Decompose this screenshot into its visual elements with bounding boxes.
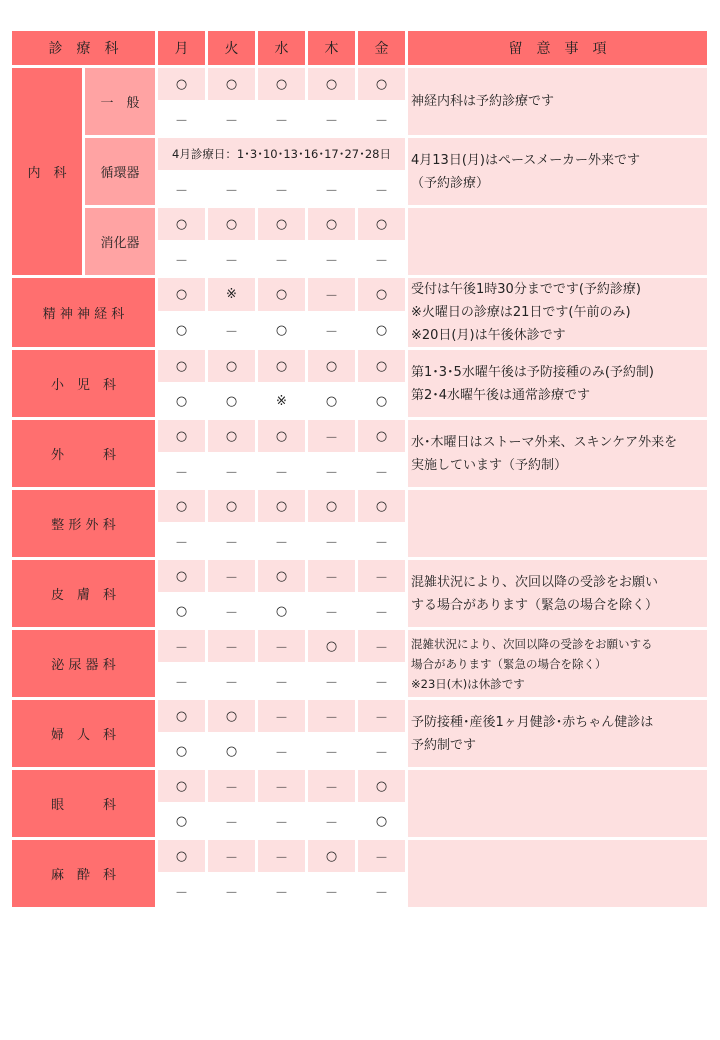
schedule-cell-am: ○ <box>158 840 205 872</box>
schedule-cell-pm: ○ <box>158 805 205 837</box>
schedule-cell-am: ○ <box>258 278 305 311</box>
header-day: 水 <box>258 31 305 65</box>
schedule-cell-am: － <box>308 420 355 452</box>
schedule-cell-am: ○ <box>258 68 305 100</box>
schedule-cell-am: ○ <box>208 350 255 382</box>
schedule-cell-am: － <box>258 700 305 732</box>
schedule-cell-pm: － <box>158 173 205 205</box>
schedule-cell-am: ○ <box>358 490 405 522</box>
header-day: 月 <box>158 31 205 65</box>
schedule-cell-pm: － <box>208 243 255 275</box>
notes-cell: 混雑状況により、次回以降の受診をお願い する場合があります（緊急の場合を除く） <box>408 560 707 627</box>
dept-name: 整 形 外 科 <box>12 490 155 557</box>
schedule-cell-am: － <box>358 630 405 662</box>
schedule-cell-am: ○ <box>158 68 205 100</box>
header-day: 火 <box>208 31 255 65</box>
schedule-cell-am: － <box>308 700 355 732</box>
schedule-cell-pm: ○ <box>158 735 205 767</box>
schedule-cell-pm: － <box>208 173 255 205</box>
schedule-cell-pm: ○ <box>258 314 305 347</box>
subdept-name: 一 般 <box>85 68 155 135</box>
schedule-cell-pm: ○ <box>358 314 405 347</box>
schedule-cell-pm: － <box>308 665 355 697</box>
schedule-cell-am: ○ <box>158 350 205 382</box>
schedule-cell-pm: － <box>358 103 405 135</box>
schedule-cell-am: ○ <box>208 490 255 522</box>
schedule-cell-am: ○ <box>308 630 355 662</box>
schedule-cell-pm: － <box>208 665 255 697</box>
schedule-cell-pm: － <box>258 805 305 837</box>
schedule-cell-am: － <box>258 840 305 872</box>
schedule-cell-am: － <box>308 278 355 311</box>
schedule-cell-pm: － <box>208 875 255 907</box>
schedule-cell-am: ○ <box>258 350 305 382</box>
schedule-cell-am: － <box>358 700 405 732</box>
schedule-table <box>9 28 710 910</box>
schedule-cell-pm: － <box>208 805 255 837</box>
notes-cell <box>408 490 707 557</box>
schedule-cell-am: － <box>258 630 305 662</box>
schedule-cell-pm: － <box>358 665 405 697</box>
header-dept: 診 療 科 <box>12 31 155 65</box>
schedule-cell-am: ○ <box>358 278 405 311</box>
notes-cell <box>408 770 707 837</box>
schedule-cell-pm: ○ <box>358 805 405 837</box>
notes-cell: 神経内科は予約診療です <box>408 68 707 135</box>
schedule-cell-am: － <box>158 630 205 662</box>
schedule-cell-pm: － <box>308 805 355 837</box>
schedule-cell-am: ○ <box>158 700 205 732</box>
table-row-am <box>12 420 707 452</box>
subdept-name: 循環器 <box>85 138 155 205</box>
schedule-cell-pm: － <box>308 103 355 135</box>
table-row-am <box>12 770 707 802</box>
schedule-cell-am: ○ <box>308 208 355 240</box>
notes-cell <box>408 840 707 907</box>
header-notes: 留 意 事 項 <box>408 31 707 65</box>
notes-cell: 水･木曜日はストーマ外来、スキンケア外来を 実施しています（予約制） <box>408 420 707 487</box>
schedule-cell-am: ○ <box>158 560 205 592</box>
schedule-cell-pm: － <box>208 525 255 557</box>
schedule-cell-am: ○ <box>358 770 405 802</box>
schedule-cell-pm: － <box>308 314 355 347</box>
table-row-am <box>12 700 707 732</box>
table-row-am <box>12 350 707 382</box>
schedule-cell-pm: － <box>358 455 405 487</box>
header-day: 金 <box>358 31 405 65</box>
schedule-cell-am: ○ <box>158 770 205 802</box>
notes-cell: 4月13日(月)はペースメーカー外来です （予約診療） <box>408 138 707 205</box>
dept-name: 麻 酔 科 <box>12 840 155 907</box>
schedule-span-cell: 4月診療日：1･3･10･13･16･17･27･28日 <box>158 138 405 170</box>
table-row-am <box>12 630 707 662</box>
schedule-cell-am: － <box>208 560 255 592</box>
table-row-am <box>12 490 707 522</box>
schedule-cell-pm: － <box>358 525 405 557</box>
dept-name: 皮 膚 科 <box>12 560 155 627</box>
schedule-cell-am: － <box>208 630 255 662</box>
schedule-cell-pm: － <box>308 173 355 205</box>
dept-name: 小 児 科 <box>12 350 155 417</box>
table-row-am <box>12 278 707 311</box>
schedule-cell-am: ○ <box>358 68 405 100</box>
schedule-cell-am: ○ <box>308 490 355 522</box>
schedule-cell-pm: － <box>358 243 405 275</box>
schedule-cell-am: ○ <box>258 208 305 240</box>
table-row-am <box>12 68 707 100</box>
schedule-cell-am: ○ <box>358 208 405 240</box>
dept-name: 眼 科 <box>12 770 155 837</box>
schedule-cell-pm: － <box>308 875 355 907</box>
schedule-cell-pm: － <box>358 173 405 205</box>
schedule-cell-pm: － <box>258 665 305 697</box>
schedule-cell-pm: － <box>158 875 205 907</box>
schedule-cell-pm: － <box>358 735 405 767</box>
notes-cell <box>408 208 707 275</box>
schedule-cell-am: － <box>308 560 355 592</box>
notes-cell: 予防接種･産後1ヶ月健診･赤ちゃん健診は 予約制です <box>408 700 707 767</box>
schedule-cell-am: ○ <box>308 350 355 382</box>
schedule-cell-am: － <box>358 560 405 592</box>
schedule-cell-am: ○ <box>308 840 355 872</box>
schedule-cell-pm: － <box>258 103 305 135</box>
schedule-cell-am: － <box>358 840 405 872</box>
dept-name: 婦 人 科 <box>12 700 155 767</box>
table-row-am <box>12 208 707 240</box>
schedule-cell-pm: ○ <box>208 385 255 417</box>
schedule-cell-am: ○ <box>358 350 405 382</box>
schedule-cell-pm: ○ <box>158 314 205 347</box>
schedule-cell-pm: － <box>308 243 355 275</box>
schedule-cell-am: － <box>208 770 255 802</box>
schedule-cell-pm: － <box>158 665 205 697</box>
table-row-am <box>12 840 707 872</box>
schedule-cell-am: － <box>208 840 255 872</box>
schedule-cell-am: ○ <box>208 420 255 452</box>
schedule-cell-pm: ※ <box>258 385 305 417</box>
header-day: 木 <box>308 31 355 65</box>
schedule-cell-am: ○ <box>158 208 205 240</box>
schedule-cell-am: ○ <box>258 420 305 452</box>
schedule-cell-pm: － <box>308 735 355 767</box>
schedule-cell-pm: － <box>158 525 205 557</box>
dept-name: 外 科 <box>12 420 155 487</box>
schedule-cell-pm: － <box>258 525 305 557</box>
schedule-cell-pm: ○ <box>358 385 405 417</box>
dept-name: 泌 尿 器 科 <box>12 630 155 697</box>
dept-name: 精 神 神 経 科 <box>12 278 155 347</box>
schedule-cell-pm: － <box>358 595 405 627</box>
schedule-cell-am: ○ <box>308 68 355 100</box>
schedule-cell-am: ○ <box>358 420 405 452</box>
notes-cell: 第1･3･5水曜午後は予防接種のみ(予約制) 第2･4水曜午後は通常診療です <box>408 350 707 417</box>
schedule-cell-pm: － <box>258 455 305 487</box>
schedule-cell-pm: － <box>258 875 305 907</box>
schedule-cell-pm: － <box>308 455 355 487</box>
schedule-cell-am: ○ <box>208 700 255 732</box>
header-row <box>12 31 707 65</box>
schedule-cell-pm: － <box>258 173 305 205</box>
table-row-am <box>12 560 707 592</box>
schedule-cell-pm: － <box>308 525 355 557</box>
schedule-cell-pm: － <box>158 243 205 275</box>
schedule-cell-pm: ○ <box>308 385 355 417</box>
schedule-cell-pm: － <box>208 103 255 135</box>
schedule-cell-pm: － <box>208 314 255 347</box>
schedule-cell-pm: ○ <box>158 385 205 417</box>
subdept-name: 消化器 <box>85 208 155 275</box>
schedule-cell-am: ○ <box>258 490 305 522</box>
schedule-cell-am: ※ <box>208 278 255 311</box>
schedule-cell-pm: － <box>208 595 255 627</box>
notes-cell: 受付は午後1時30分までです(予約診療) ※火曜日の診療は21日です(午前のみ) ※20日(月)は午後休診です <box>408 278 707 347</box>
schedule-cell-pm: ○ <box>158 595 205 627</box>
schedule-cell-am: ○ <box>158 490 205 522</box>
schedule-cell-am: ○ <box>158 420 205 452</box>
table-row-am <box>12 138 707 170</box>
schedule-cell-pm: ○ <box>208 735 255 767</box>
schedule-cell-pm: － <box>308 595 355 627</box>
schedule-cell-pm: － <box>258 735 305 767</box>
schedule-cell-am: － <box>308 770 355 802</box>
schedule-cell-am: ○ <box>208 208 255 240</box>
schedule-cell-am: ○ <box>208 68 255 100</box>
schedule-cell-pm: ○ <box>258 595 305 627</box>
schedule-cell-am: － <box>258 770 305 802</box>
schedule-cell-am: ○ <box>258 560 305 592</box>
schedule-cell-pm: － <box>358 875 405 907</box>
notes-cell: 混雑状況により、次回以降の受診をお願いする 場合があります（緊急の場合を除く） ※23日(木)は休診です <box>408 630 707 697</box>
dept-name-naika: 内 科 <box>12 68 82 275</box>
schedule-cell-pm: － <box>208 455 255 487</box>
schedule-cell-pm: － <box>158 455 205 487</box>
schedule-cell-am: ○ <box>158 278 205 311</box>
schedule-cell-pm: － <box>258 243 305 275</box>
schedule-cell-pm: － <box>158 103 205 135</box>
